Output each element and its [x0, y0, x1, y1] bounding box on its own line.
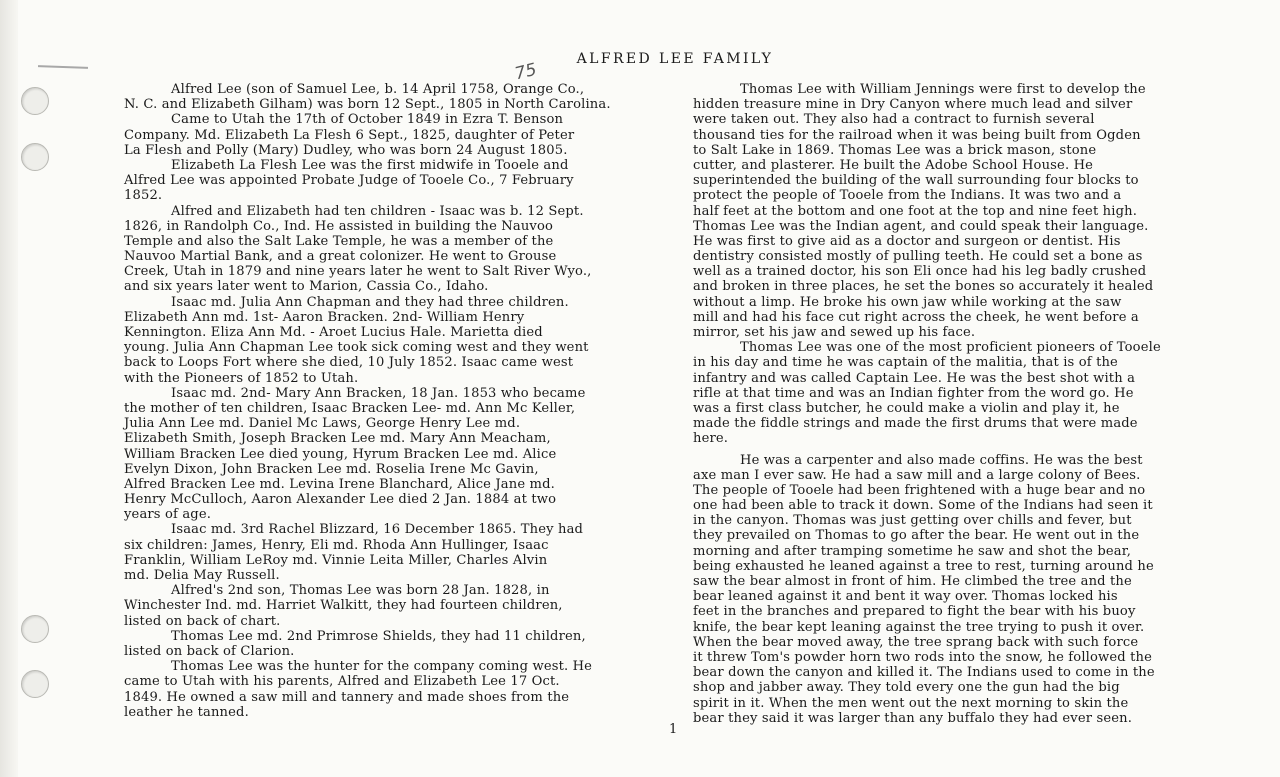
- text-line: knife, the bear kept leaning against the tree trying to push it over.: [693, 619, 1145, 635]
- text-line: without a limp. He broke his own jaw while working at the saw: [693, 294, 1122, 310]
- text-line: Nauvoo Martial Bank, and a great colonizer. He went to Grouse: [124, 249, 557, 265]
- text-line: cutter, and plasterer. He built the Adobe School House. He: [693, 157, 1094, 173]
- punch-hole: [21, 143, 49, 171]
- text-line: The people of Tooele had been frightened with a huge bear and no: [693, 482, 1146, 498]
- text-line: they prevailed on Thomas to go after the bear. He went out in the: [693, 528, 1140, 544]
- text-line: shop and jabber away. They told every one the gun had the big: [693, 680, 1120, 696]
- text-line: morning and after tramping sometime he saw and shot the bear,: [693, 543, 1132, 559]
- text-line: rifle at that time and was an Indian fighter from the word go. He: [693, 385, 1134, 401]
- text-line: Elizabeth Ann md. 1st- Aaron Bracken. 2nd- William Henry: [124, 309, 525, 325]
- text-line: Isaac md. 2nd- Mary Ann Bracken, 18 Jan. 1853 who became: [171, 385, 586, 401]
- text-line: bear leaned against it and bent it way over. Thomas locked his: [693, 589, 1118, 605]
- binding-edge: [0, 0, 18, 777]
- text-line: superintended the building of the wall surrounding four blocks to: [693, 173, 1139, 189]
- text-line: Thomas Lee was the Indian agent, and could speak their language.: [693, 218, 1149, 234]
- text-line: and broken in three places, he set the bones so accurately it healed: [693, 279, 1154, 295]
- text-line: Thomas Lee md. 2nd Primrose Shields, they had 11 children,: [171, 628, 586, 644]
- text-line: Julia Ann Lee md. Daniel Mc Laws, George Henry Lee md.: [124, 416, 521, 432]
- text-line: Franklin, William LeRoy md. Vinnie Leita Miller, Charles Alvin: [124, 552, 548, 568]
- text-line: Alfred's 2nd son, Thomas Lee was born 28 Jan. 1828, in: [171, 583, 550, 599]
- text-line: infantry and was called Captain Lee. He was the best shot with a: [693, 370, 1136, 386]
- text-line: to Salt Lake in 1869. Thomas Lee was a brick mason, stone: [693, 142, 1097, 158]
- text-line: William Bracken Lee died young, Hyrum Bracken Lee md. Alice: [124, 446, 557, 462]
- text-line: Temple and also the Salt Lake Temple, he was a member of the: [124, 233, 554, 249]
- text-line: Isaac md. 3rd Rachel Blizzard, 16 December 1865. They had: [171, 522, 584, 538]
- text-line: in the canyon. Thomas was just getting over chills and fever, but: [693, 513, 1132, 529]
- text-line: 1826, in Randolph Co., Ind. He assisted in building the Nauvoo: [124, 218, 554, 234]
- text-line: Alfred and Elizabeth had ten children - Isaac was b. 12 Sept.: [171, 203, 584, 219]
- text-line: N. C. and Elizabeth Gilham) was born 12 Sept., 1805 in North Carolina.: [124, 97, 611, 113]
- text-line: hidden treasure mine in Dry Canyon where much lead and silver: [693, 97, 1133, 113]
- text-line: listed on back of Clarion.: [124, 643, 295, 659]
- text-line: Henry McCulloch, Aaron Alexander Lee died 2 Jan. 1884 at two: [124, 492, 557, 508]
- text-line: back to Loops Fort where she died, 10 July 1852. Isaac came west: [124, 355, 574, 371]
- text-line: bear down the canyon and killed it. The Indians used to come in the: [693, 665, 1155, 681]
- text-line: mill and had his face cut right across the cheek, he went before a: [693, 309, 1139, 325]
- text-line: Elizabeth La Flesh Lee was the first midwife in Tooele and: [171, 157, 569, 173]
- text-line: When the bear moved away, the tree sprang back with such force: [693, 634, 1139, 650]
- text-line: and six years later went to Marion, Cassia Co., Idaho.: [124, 279, 489, 295]
- punch-hole: [21, 87, 49, 115]
- text-line: six children: James, Henry, Eli md. Rhoda Ann Hullinger, Isaac: [124, 537, 549, 553]
- text-line: protect the people of Tooele from the Indians. It was two and a: [693, 188, 1122, 204]
- text-line: young. Julia Ann Chapman Lee took sick coming west and they went: [124, 340, 589, 356]
- text-line: feet in the branches and prepared to fight the bear with his buoy: [693, 604, 1136, 620]
- text-line: came to Utah with his parents, Alfred and Elizabeth Lee 17 Oct.: [124, 674, 560, 690]
- text-line: being exhausted he leaned against a tree to rest, turning around he: [693, 558, 1154, 574]
- text-line: Kennington. Eliza Ann Md. - Aroet Lucius Hale. Marietta died: [124, 325, 543, 340]
- text-line: bear they said it was larger than any buffalo they had ever seen.: [693, 710, 1133, 726]
- right-column: [693, 82, 1223, 726]
- text-line: Thomas Lee with William Jennings were first to develop the: [740, 82, 1146, 97]
- text-line: 1852.: [124, 188, 163, 204]
- text-line: He was first to give aid as a doctor and surgeon or dentist. His: [693, 233, 1121, 249]
- text-line: Company. Md. Elizabeth La Flesh 6 Sept., 1825, daughter of Peter: [124, 127, 575, 143]
- text-line: the mother of ten children, Isaac Bracken Lee- md. Ann Mc Keller,: [124, 400, 576, 416]
- left-column: [124, 82, 672, 720]
- page-title: ALFRED LEE FAMILY: [576, 51, 774, 67]
- text-line: here.: [693, 431, 729, 447]
- text-line: listed on back of chart.: [124, 613, 281, 629]
- text-line: mirror, set his jaw and sewed up his face.: [693, 325, 976, 340]
- text-line: years of age.: [124, 507, 212, 523]
- text-line: Alfred Lee (son of Samuel Lee, b. 14 April 1758, Orange Co.,: [171, 82, 585, 97]
- text-line: in his day and time he was captain of the malitia, that is of the: [693, 355, 1118, 371]
- handwritten-note: 75: [512, 59, 539, 85]
- text-line: He was a carpenter and also made coffins. He was the best: [740, 452, 1143, 468]
- text-line: leather he tanned.: [124, 704, 249, 720]
- text-line: axe man I ever saw. He had a saw mill and a large colony of Bees.: [693, 467, 1141, 483]
- text-line: with the Pioneers of 1852 to Utah.: [124, 370, 359, 386]
- text-line: was a first class butcher, he could make a violin and play it, he: [693, 400, 1120, 416]
- text-line: dentistry consisted mostly of pulling teeth. He could set a bone as: [693, 249, 1143, 265]
- text-line: Thomas Lee was the hunter for the company coming west. He: [171, 659, 593, 675]
- punch-hole: [21, 615, 49, 643]
- text-line: half feet at the bottom and one foot at the top and nine feet high.: [693, 203, 1138, 219]
- text-line: it threw Tom's powder horn two rods into the snow, he followed the: [693, 649, 1153, 665]
- text-line: Evelyn Dixon, John Bracken Lee md. Roselia Irene Mc Gavin,: [124, 461, 539, 477]
- text-line: were taken out. They also had a contract to furnish several: [693, 112, 1095, 128]
- text-line: Came to Utah the 17th of October 1849 in Ezra T. Benson: [171, 112, 564, 128]
- text-line: Winchester Ind. md. Harriet Walkitt, they had fourteen children,: [124, 598, 563, 614]
- text-line: spirit in it. When the men went out the next morning to skin the: [693, 695, 1129, 711]
- text-line: La Flesh and Polly (Mary) Dudley, who was born 24 August 1805.: [124, 142, 568, 158]
- punch-hole: [21, 670, 49, 698]
- text-line: md. Delia May Russell.: [124, 568, 280, 583]
- text-line: Thomas Lee was one of the most proficient pioneers of Tooele: [740, 340, 1161, 356]
- text-line: well as a trained doctor, his son Eli once had his leg badly crushed: [693, 264, 1147, 280]
- text-line: Isaac md. Julia Ann Chapman and they had three children.: [171, 294, 569, 310]
- text-line: Elizabeth Smith, Joseph Bracken Lee md. Mary Ann Meacham,: [124, 431, 551, 447]
- text-line: Creek, Utah in 1879 and nine years later he went to Salt River Wyo.,: [124, 264, 592, 280]
- text-line: thousand ties for the railroad when it was being built from Ogden: [693, 127, 1141, 143]
- text-line: Alfred Bracken Lee md. Levina Irene Blanchard, Alice Jane md.: [124, 476, 555, 492]
- text-line: saw the bear almost in front of him. He climbed the tree and the: [693, 574, 1132, 589]
- text-line: Alfred Lee was appointed Probate Judge of Tooele Co., 7 February: [124, 173, 574, 189]
- page-number: 1: [669, 722, 678, 737]
- text-line: made the fiddle strings and made the first drums that were made: [693, 416, 1138, 432]
- text-line: 1849. He owned a saw mill and tannery and made shoes from the: [124, 689, 570, 705]
- text-line: one had been able to track it down. Some of the Indians had seen it: [693, 498, 1153, 514]
